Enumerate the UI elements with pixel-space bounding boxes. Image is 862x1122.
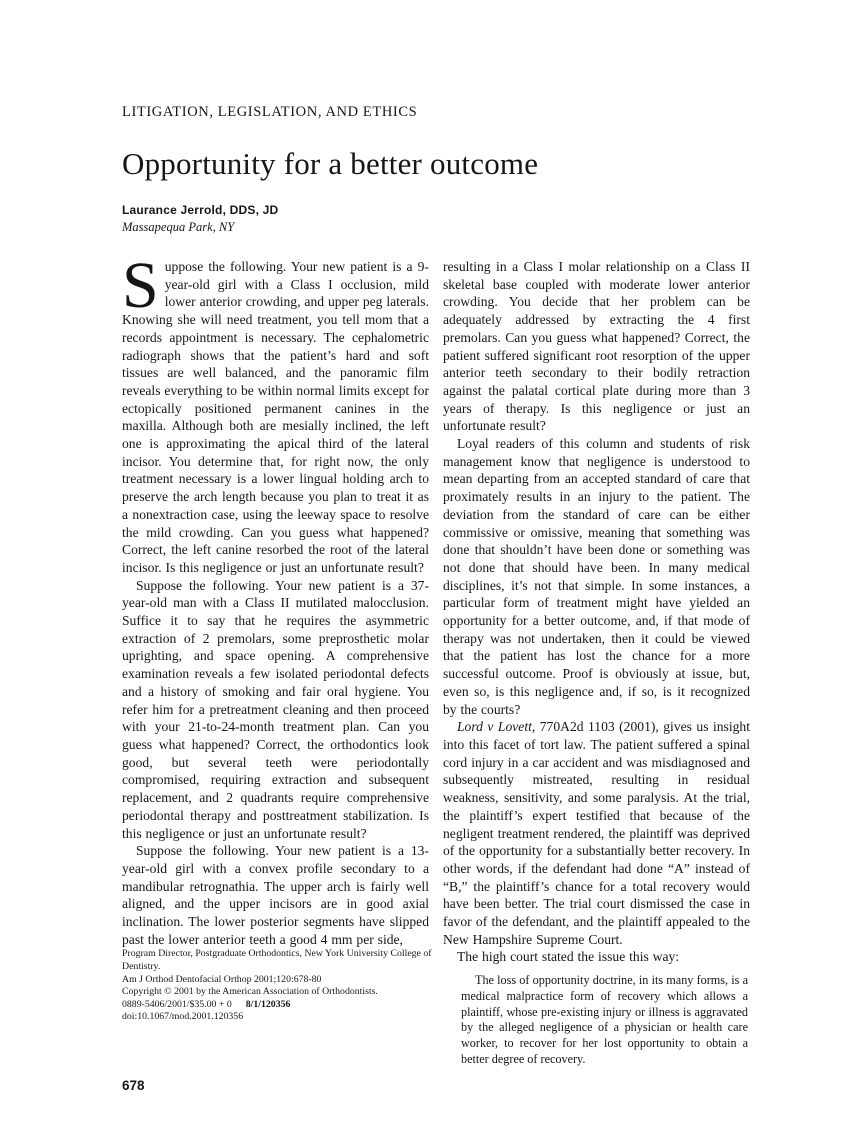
paragraph-dropcap xyxy=(122,249,429,577)
paragraph: Suppose the following. Your new patient is a 13-year-old girl with a convex profile secondary to a mandibular retrognathia. The upper arch is fairly well aligned, and the upper incisors are in good axial inclination. The lower posterior segments have slipped past the lower anterior teeth a good 4 mm per side, xyxy=(122,843,429,947)
section-heading: LITIGATION, LEGISLATION, AND ETHICS xyxy=(122,104,418,120)
paragraph-case-citation xyxy=(443,718,750,948)
article-title: Opportunity for a better outcome xyxy=(122,146,539,181)
footnote-block xyxy=(122,948,444,1024)
paragraph: resulting in a Class I molar relationship on a Class II skeletal base coupled with moderate lower anterior crowding. You decide that her problem can be adequately addressed by extracting the 4 first premolars. Can you guess what happened? Correct, the patient suffered significant root resorption of the upper anterior teeth secondary to their bodily retraction against the palatal cortical plate during more than 3 years of therapy. Is this negligence or just an unfortunate result? xyxy=(443,259,750,434)
footnote-copyright: Copyright © 2001 by the American Association of Orthodontists. xyxy=(122,986,378,998)
paragraph-text: uppose the following. Your new patient is a 9-year-old girl with a Class I occlusion, mild lower anterior crowding, and upper peg laterals. Knowing she will need treatment, you tell mom that a records appointment is necessary. The cephalometric radiograph shows that the patient’s hard and soft tissues are well balanced, and the panoramic film reveals everything to be within normal limits except for ectopically positioned permanent canines in the maxilla. Although both are mesially inclined, the left one is approximating the apical third of the lateral incisor. You determine that, for right now, the only treatment necessary is a lower lingual holding arch to preserve the arch length because you plan to treat it as a nonextraction case, using the leeway space to resolve the mild crowding. Can you guess what happened? Correct, the left canine resorbed the root of the lateral incisor. Is this negligence or just an unfortunate result? xyxy=(122,259,429,575)
author-name: Laurance Jerrold, DDS, JD xyxy=(122,203,279,217)
paragraph: Loyal readers of this column and students of risk management know that negligence is understood to mean departing from an accepted standard of care that proximately results in an injury to the patient. The deviation from the standard of care can be either commissive or omissive, meaning that something was done that shouldn’t have been done or something was not done that should have been. In many medical disciplines, it’s not that simple. In some instances, a particular form of treatment might have yielded an opportunity for a better outcome, and, if that mode of therapy was not undertaken, then it could be viewed that the patient has lost the chance for a more successful outcome. Proof is obviously at issue, but, even so, is this negligence and, if so, is it recognized by the courts? xyxy=(443,436,750,717)
article-body xyxy=(122,249,752,1067)
footnote-pricing-code xyxy=(122,999,444,1012)
right-column xyxy=(443,258,750,1067)
footnote-doi: doi:10.1067/mod.2001.120356 xyxy=(122,1011,244,1023)
drop-cap-letter: S xyxy=(122,249,159,322)
page-number: 678 xyxy=(122,1078,145,1094)
author-location: Massapequa Park, NY xyxy=(122,220,235,234)
block-quote: The loss of opportunity doctrine, in its many forms, is a medical malpractice form of recovery which allows a plaintiff, whose pre-existing injury or illness is aggravated by the alleged negligence of a physician or health care worker, to recover for her lost opportunity to obtain a better degree of recovery. xyxy=(461,973,748,1066)
case-citation: Lord v Lovett, xyxy=(457,719,536,735)
paragraph: Suppose the following. Your new patient is a 37-year-old man with a Class II mutilated malocclusion. Suffice it to say that he requires the asymmetric extraction of 2 premolars, some preprosthetic molar uprighting, and space opening. A comprehensive examination reveals a few isolated periodontal defects and a history of smoking and fair oral hygiene. You refer him for a pretreatment cleaning and then proceed with your 21-to-24-month treatment plan. Can you guess what happened? Correct, the orthodontics look good, but several teeth were periodontally compromised, requiring extraction and subsequent replacement, and 2 quadrants require comprehensive periodontal therapy and posttreatment stabilization. Is this negligence or just an unfortunate result? xyxy=(122,577,429,841)
footnote-issn-price: 0889-5406/2001/$35.00 + 0 xyxy=(122,998,232,1010)
footnote-journal-citation: Am J Orthod Dentofacial Orthop 2001;120:678-80 xyxy=(122,973,322,985)
footnote-affiliation: Program Director, Postgraduate Orthodontics, New York University College of Dentistry. xyxy=(122,948,432,973)
left-column xyxy=(122,249,432,1023)
footnote-article-code: 8/1/120356 xyxy=(245,998,291,1010)
paragraph: The high court stated the issue this way: xyxy=(457,949,680,965)
page-content xyxy=(122,104,752,1093)
paragraph-text: 770A2d 1103 (2001), gives us insight into this facet of tort law. The patient suffered a spinal cord injury in a car accident and was misdiagnosed and subsequently mistreated, resulting in residual weakness, sensitivity, and some paralysis. At the trial, the plaintiff’s expert testified that because of the negligent treatment rendered, the plaintiff was deprived of the opportunity for a substantially better recovery. In other words, if the defendant had done “A” instead of “B,” the plaintiff’s chance for a total recovery would have been better. The trial court dismissed the case in favor of the defendant, and the plaintiff appealed to the New Hampshire Supreme Court. xyxy=(443,719,750,947)
